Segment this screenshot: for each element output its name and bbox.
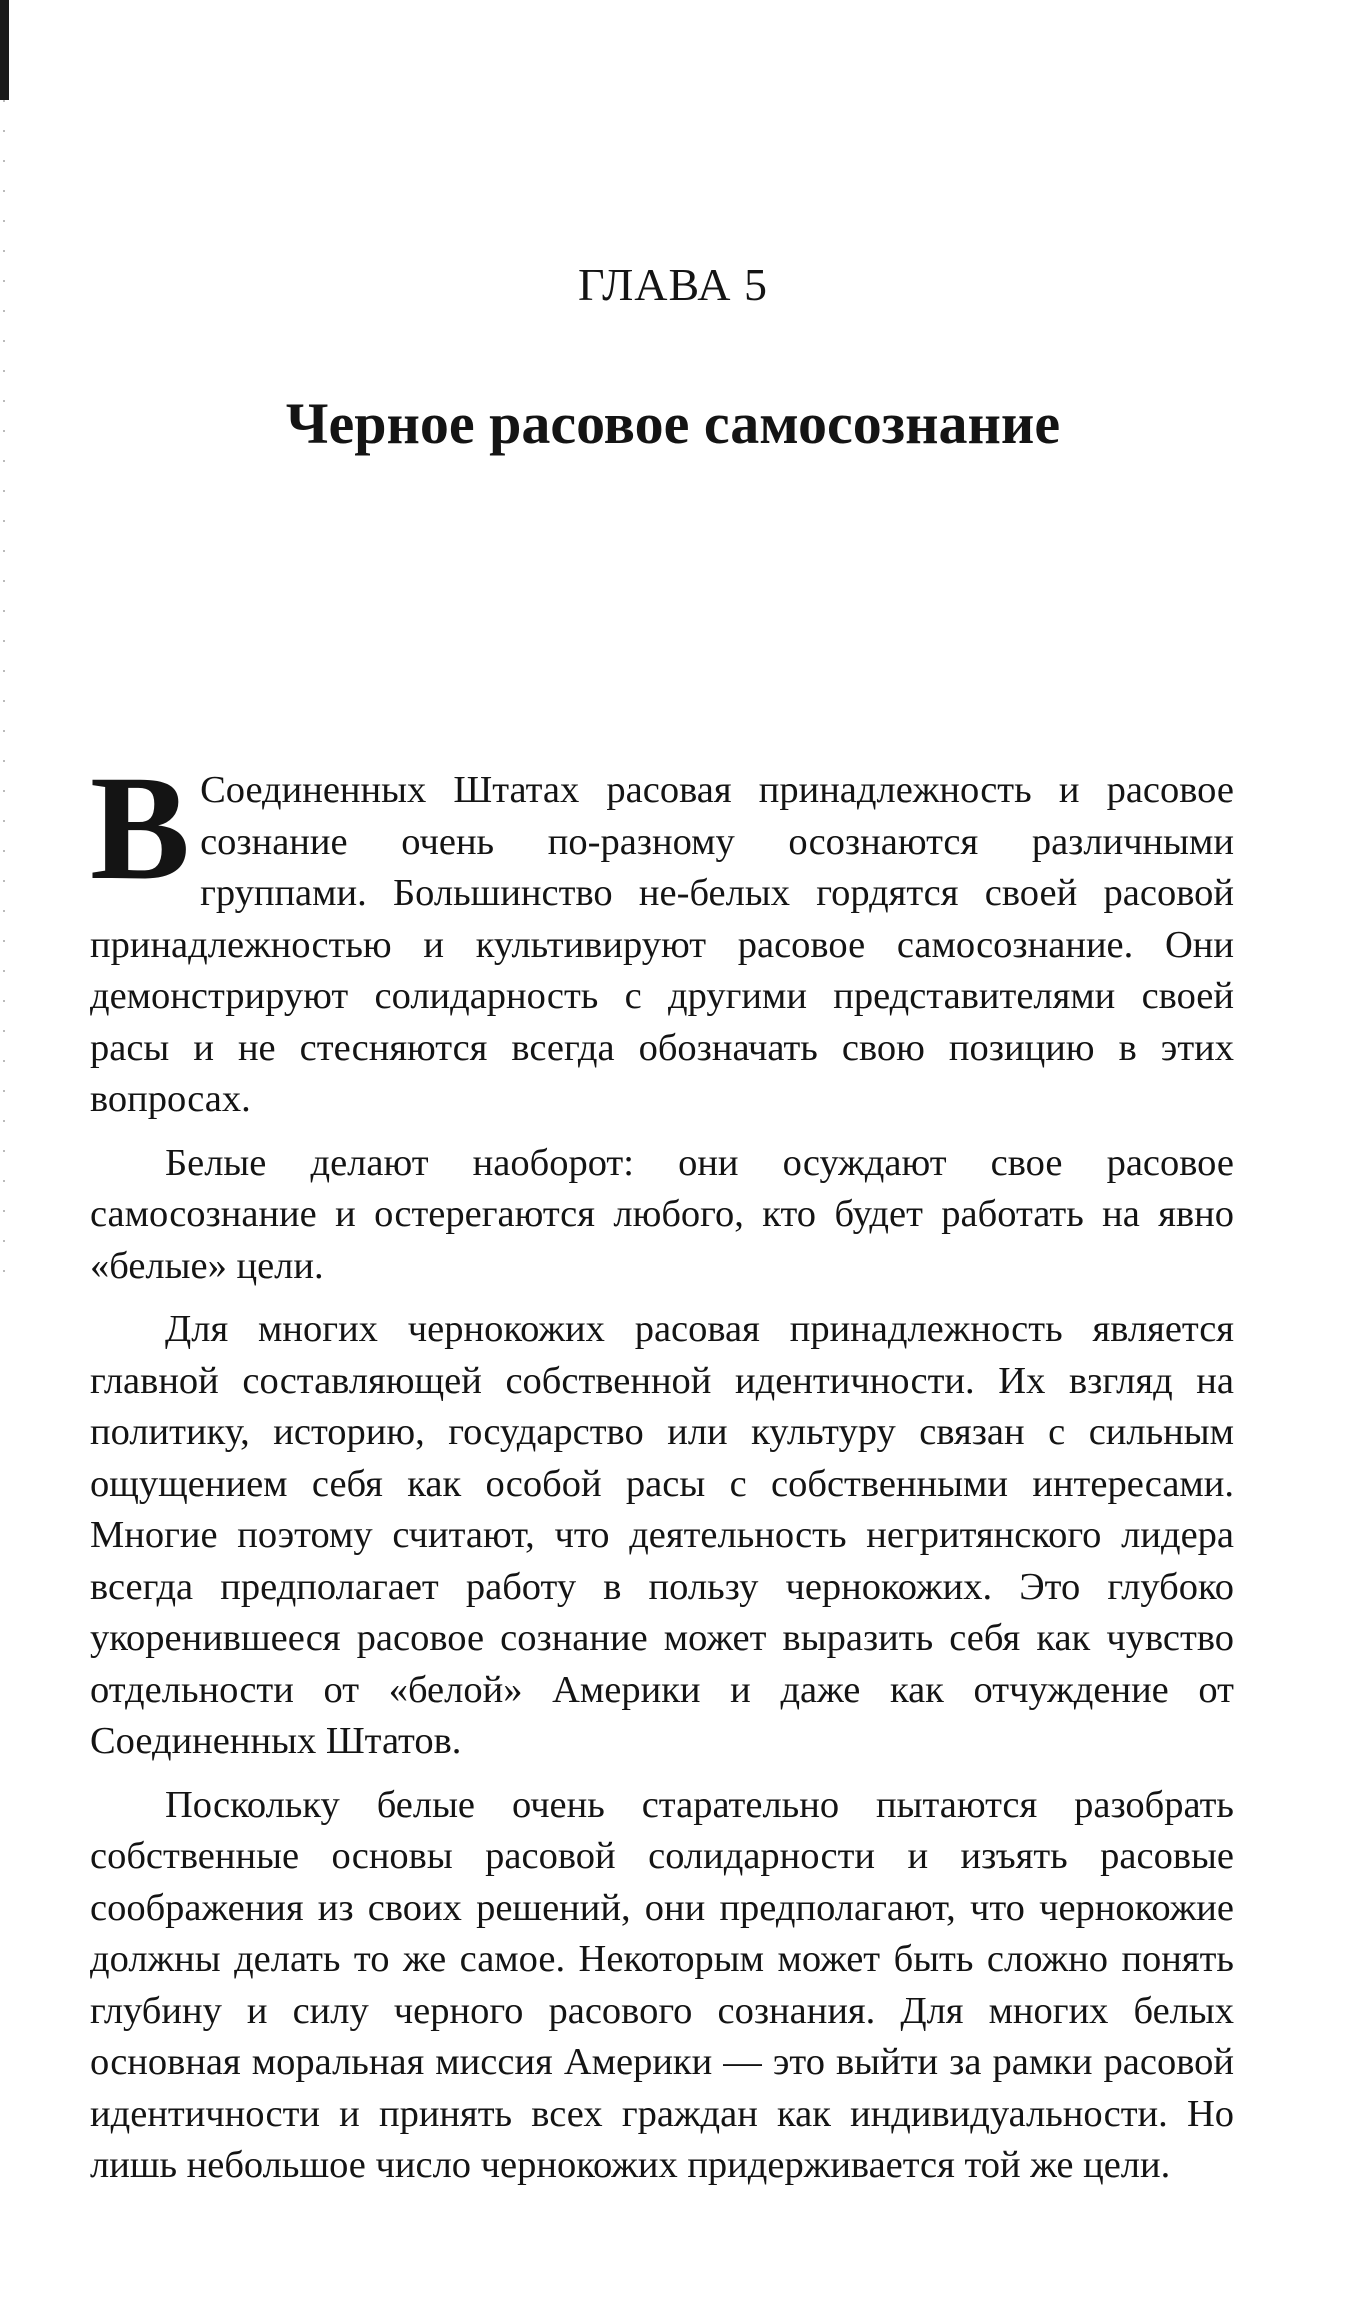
paragraph-3: Для многих чернокожих расовая принадлежность является главной составляющей собственной идентичности. Их взгляд на политику, историю, государство или культуру связан с сильным ощущением себя как особой расы с собственными интересами. Многие поэтому считают, что деятельность негритянского лидера всегда предполагает работу в пользу чернокожих. Это глубоко укоренившееся расовое сознание может выразить себя как чувство отдельности от «белой» Америки и даже как отчуждение от Соединенных Штатов. <box>90 1308 1234 1762</box>
paragraph-1-text: Соединенных Штатах расовая принадлежность и расовое сознание очень по-разному осознаются различными группами. Большинство не-белых гордятся своей расовой принадлежностью и культивируют расовое самосознание. Они демонстрируют солидарность с другими представителями своей расы и не стесняются всегда обозначать свою позицию в этих вопросах. <box>90 769 1234 1120</box>
body-text <box>90 745 1234 2204</box>
paragraph-1 <box>90 745 1234 1126</box>
chapter-label: ГЛАВА 5 <box>577 259 769 310</box>
paragraph-2: Белые делают наоборот: они осуждают свое расовое самосознание и остерегаются любого, кто будет работать на явно «белые» цели. <box>90 1141 1234 1287</box>
drop-cap: В <box>90 745 191 911</box>
page-edge-shadow <box>0 0 9 100</box>
chapter-title: Черное расовое самосознание <box>285 391 1061 456</box>
paragraph-4: Поскольку белые очень старательно пытаются разобрать собственные основы расовой солидарности и изъять расовые соображения из своих решений, они предполагают, что чернокожие должны делать то же самое. Некоторым может быть сложно понять глубину и силу черного расового сознания. Для многих белых основная моральная миссия Америки — это выйти за рамки расовой идентичности и принять всех граждан как индивидуальности. Но лишь небольшое число чернокожих придерживается той же цели. <box>90 1783 1234 2186</box>
